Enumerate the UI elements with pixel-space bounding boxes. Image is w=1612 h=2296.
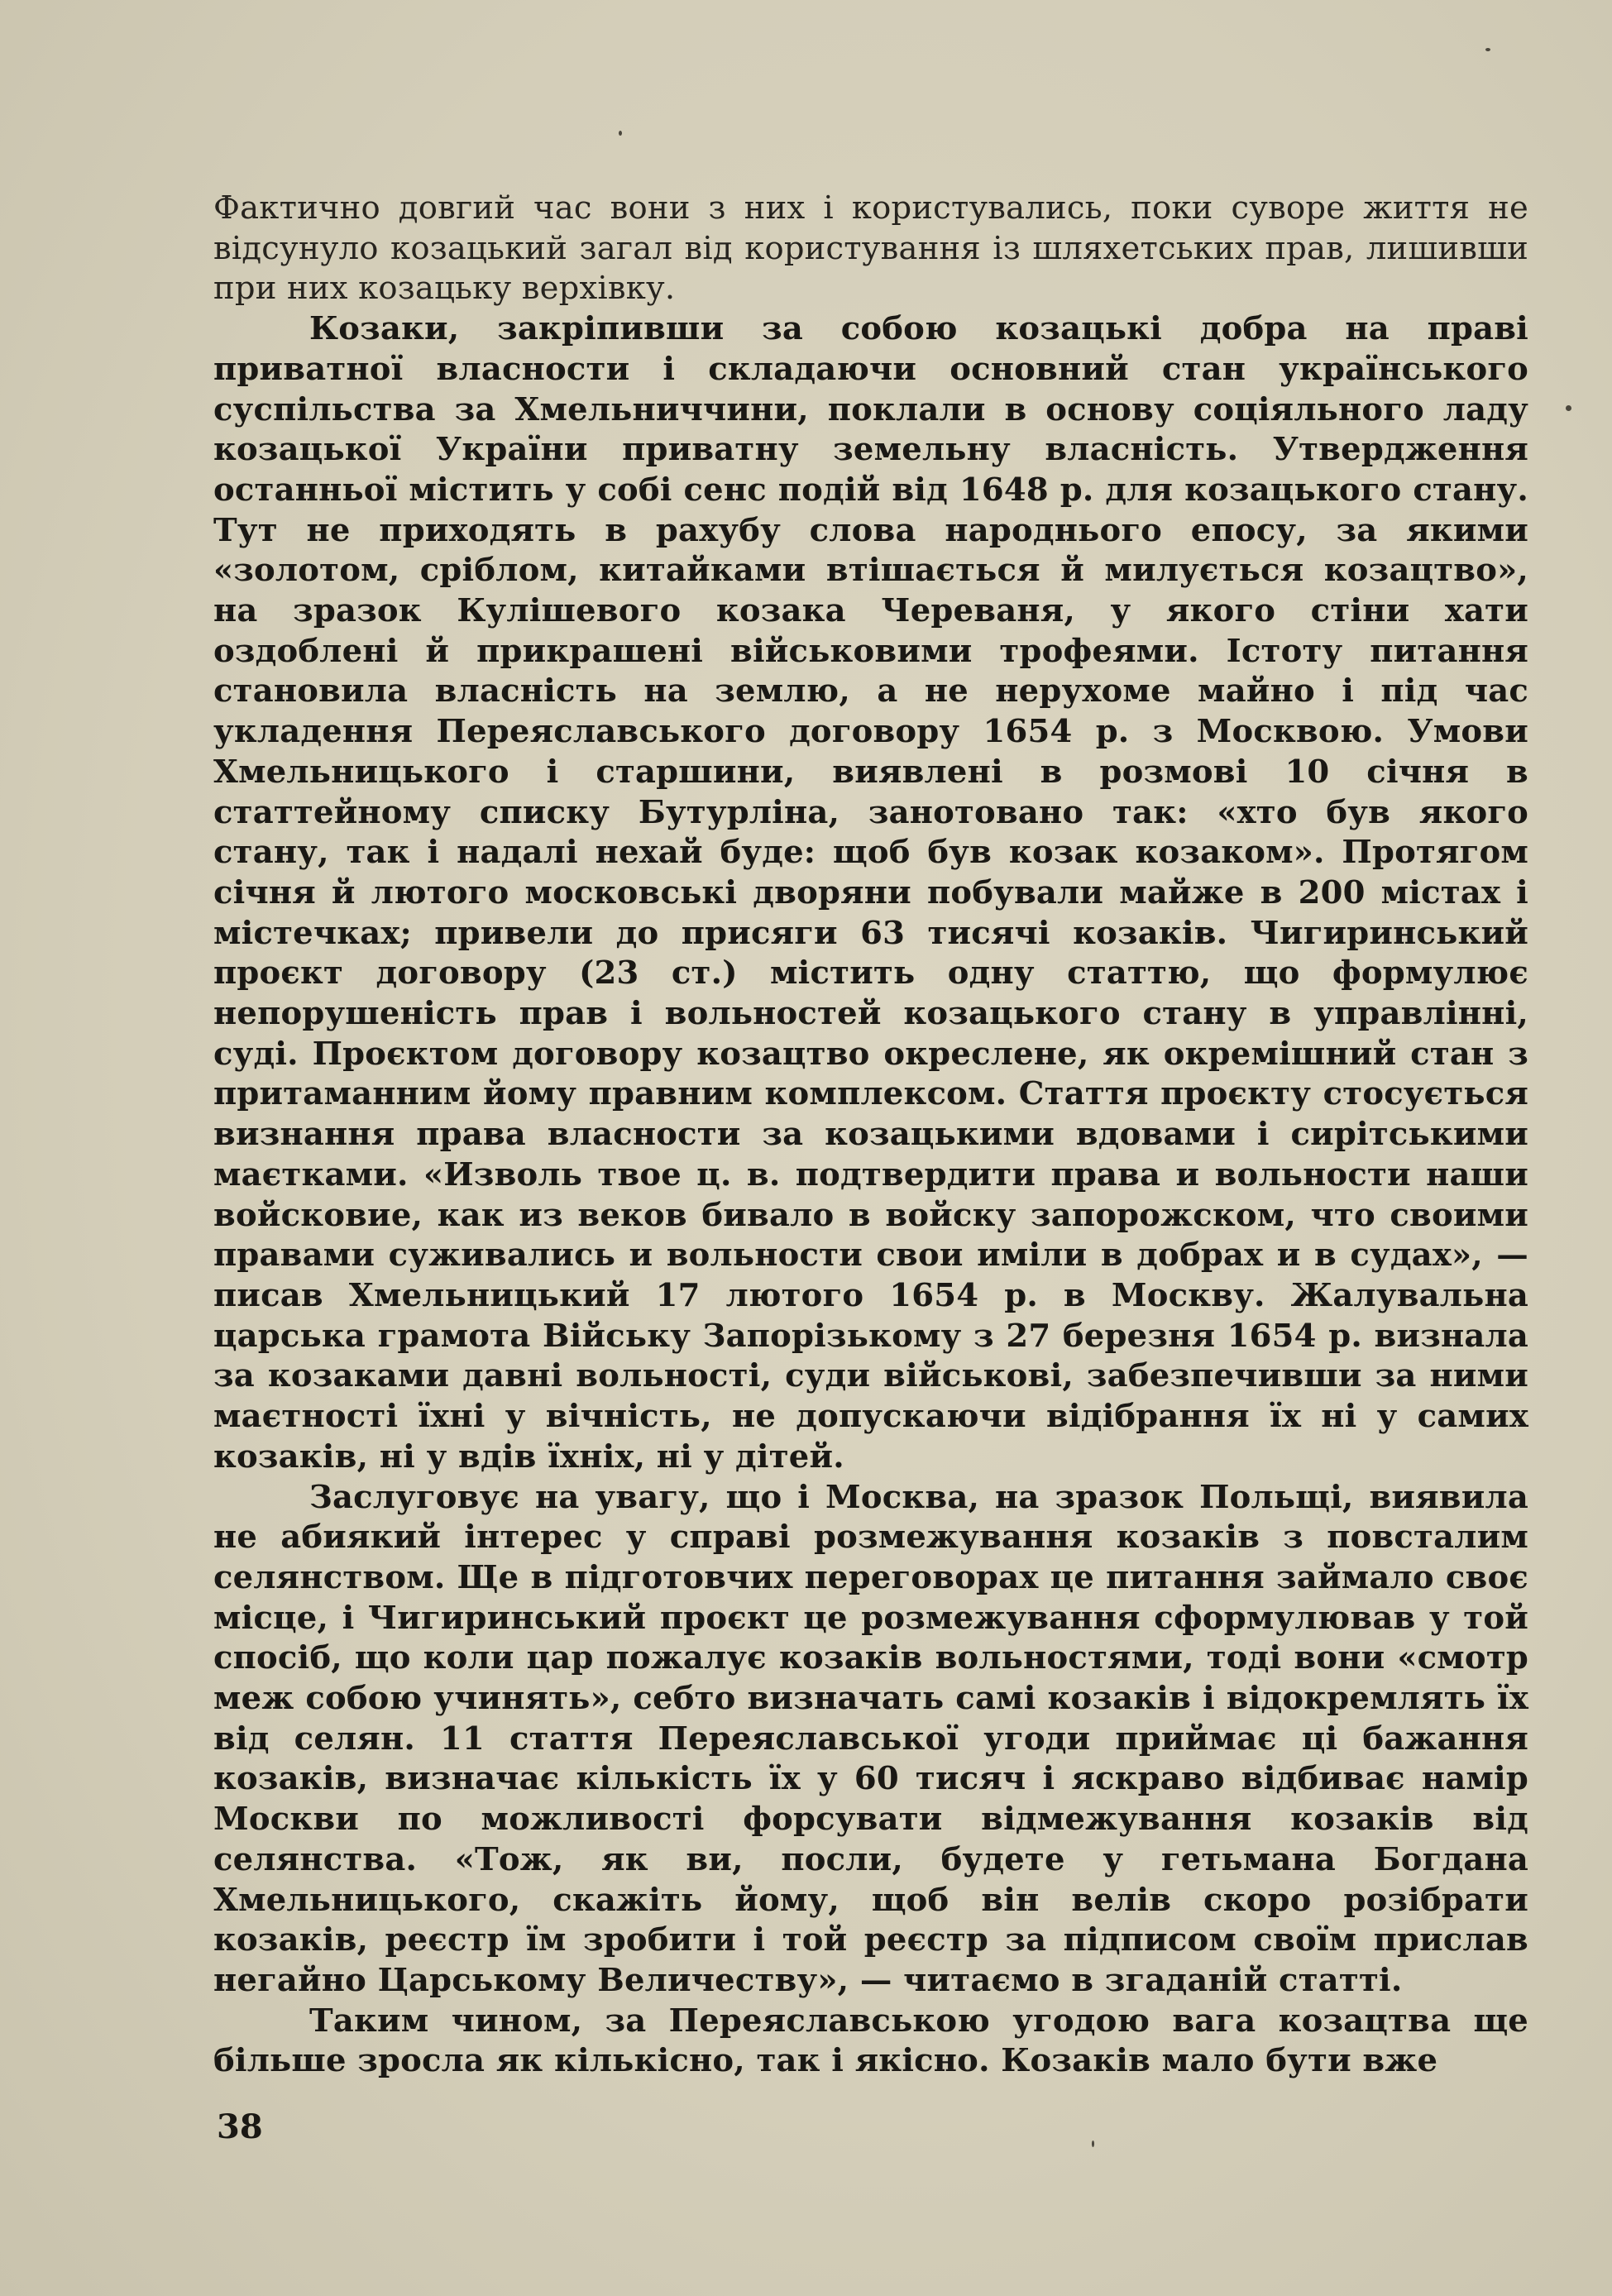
paper-speck — [1566, 405, 1571, 411]
paragraph-3: Заслуговує на увагу, що і Москва, на зразок Польщі, виявила не абиякий інтерес у справі розмежування козаків з повсталим селянством. Ще в підготовчих переговорах це питання займало своє місце, і Чигиринський проєкт це розмежування сформулював у той спосіб, що коли цар пожалує козаків вольностями, тоді вони «смотр меж собою учинять», себто визначать самі козаків і відокремлять їх від селян. 11 стаття Переяславської угоди приймає ці бажання козаків, визначає кількість їх у 60 тисяч і яскраво відбиває намір Москви по можливості форсувати відмежування козаків від селянства. «Тож, як ви, посли, будете у гетьмана Богдана Хмельницького, скажіть йому, щоб він велів скоро розібрати козаків, реєстр їм зробити і той реєстр за підписом своїм прислав негайно Царському Величеству», — читаємо в згаданій статті. — [213, 1478, 1528, 1999]
paper-speck — [619, 131, 622, 136]
page-number: 38 — [217, 2107, 263, 2146]
paper-speck — [1092, 2141, 1094, 2147]
paragraph-1: Фактично довгий час вони з них і користувались, поки суворе життя не відсунуло козацький загал від користування із шляхетських прав, лишивши при них козацьку верхівку. — [213, 189, 1528, 308]
paragraph-2: Козаки, закріпивши за собою козацькі добра на праві приватної власности і складаючи основний стан українського суспільства за Хмельниччини, поклали в основу соціяльного ладу козацької України приватну земельну власність. Утвердження останньої містить у собі сенс подій від 1648 р. для козацького стану. Тут не приходять в рахубу слова народнього епосу, за якими «золотом, сріблом, китайками втішається й милується козацтво», на зразок Кулішевого козака Череваня, у якого стіни хати оздоблені й прикрашені військовими трофеями. Істоту питання становила власність на землю, а не нерухоме майно і під час укладення Переяславського договору 1654 р. з Москвою. Умови Хмельницького і старшини, виявлені в розмові 10 січня в статтейному списку Бутурліна, занотовано так: «хто був якого стану, так і надалі нехай буде: щоб був козак козаком». Протягом січня й лютого московські дворяни побували майже в 200 містах і містечках; привели до присяги 63 тисячі козаків. Чигиринський проєкт договору (23 ст.) містить одну статтю, що формулює непорушеність прав і вольностей козацького стану в управлінні, суді. Проєктом договору козацтво окреслене, як окремішний стан з притаманним йому правним комплексом. Стаття проєкту стосується визнання права власности за козацькими вдовами і сирітськими маєтками. «Изволь твое ц. в. подтвердити права и вольности наши войсковие, как из веков бивало в войску запорожском, что своими правами суживались и вольности свои иміли в добрах и в судах», — писав Хмельницький 17 лютого 1654 р. в Москву. Жалувальна царська грамота Війську Запорізькому з 27 березня 1654 р. визнала за козаками давні вольності, суди військові, забезпечивши за ними маєтності їхні у вічність, не допускаючи відібрання їх ні у самих козаків, ні у вдів їхніх, ні у дітей. — [213, 310, 1528, 1476]
paper-speck — [1485, 48, 1490, 51]
paragraph-4: Таким чином, за Переяславською угодою вага козацтва ще більше зросла як кількісно, так і якісно. Козаків мало бути вже — [213, 2002, 1528, 2080]
body-text — [213, 189, 1528, 2082]
